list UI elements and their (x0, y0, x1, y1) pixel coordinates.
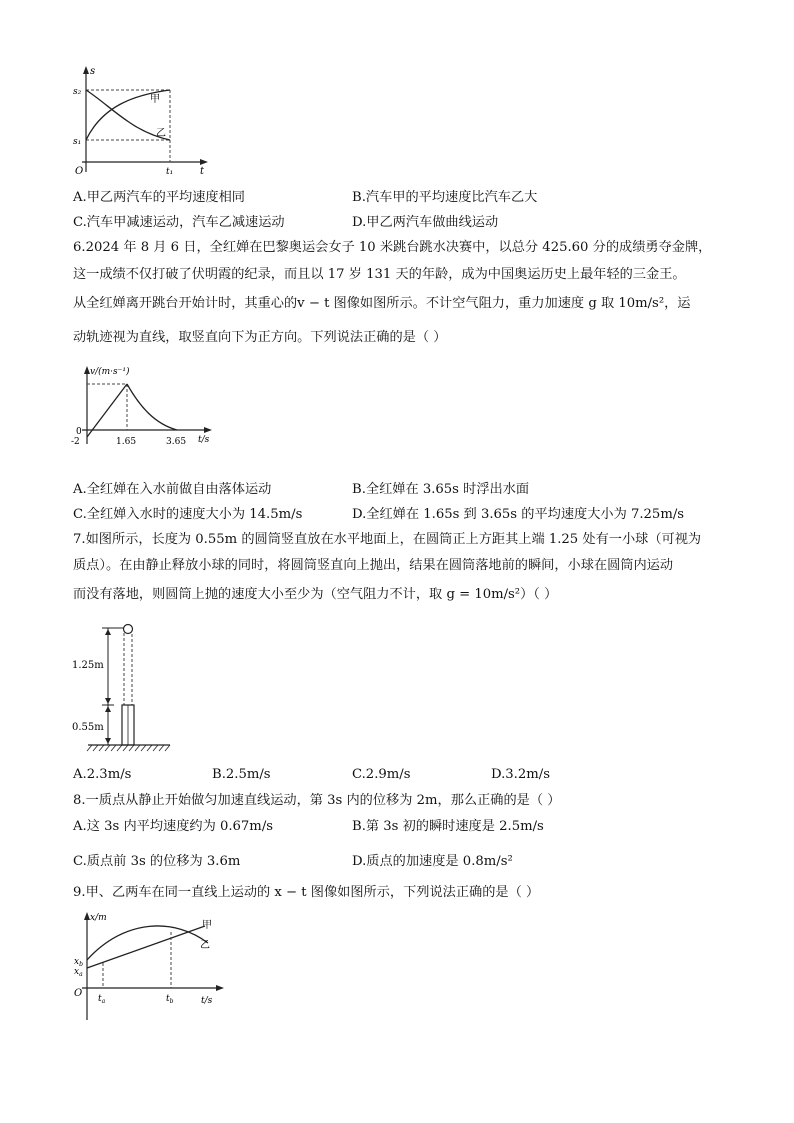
q5-option-c: C.汽车甲减速运动，汽车乙减速运动 (73, 215, 285, 230)
q7-option-c: C.2.9m/s (352, 767, 411, 782)
q5-option-d: D.甲乙两汽车做曲线运动 (352, 215, 499, 230)
q6-stem-line4: 动轨迹视为直线，取竖直向下为正方向。下列说法正确的是（ ） (73, 330, 447, 345)
jia-label: 甲 (150, 94, 160, 105)
q6-option-c: C.全红婵入水时的速度大小为 14.5m/s (73, 507, 303, 522)
y-label: s (90, 66, 96, 77)
vt-graph-figure (70, 362, 220, 474)
neg-label: -2 (71, 437, 80, 447)
yi-label: 乙 (156, 128, 166, 139)
tube-ball-figure (70, 620, 180, 755)
vt-line-rise (87, 384, 127, 437)
origin-label: O (75, 166, 84, 177)
ball (124, 625, 133, 634)
y-label: x/m (90, 913, 107, 923)
q7-option-b: B.2.5m/s (212, 767, 271, 782)
jia-label: 甲 (202, 920, 212, 931)
q7-option-a: A.2.3m/s (73, 767, 132, 782)
q6-option-b: B.全红婵在 3.65s 时浮出水面 (352, 482, 530, 497)
q7-stem-line1: 7.如图所示，长度为 0.55m 的圆筒竖直放在水平地面上，在圆筒正上方距其上端 1.25 处有一小球（可视为 (73, 532, 702, 547)
x-label: t (200, 166, 205, 177)
y-axis-arrow (83, 66, 89, 74)
x-axis-arrow (200, 159, 208, 165)
x-axis-arrow (216, 985, 224, 991)
q8-option-d: D.质点的加速度是 0.8m/s² (352, 854, 513, 869)
q6-stem-line1: 6.2024 年 8 月 6 日，全红婵在巴黎奥运会女子 10 米跳台跳水决赛中，以总分 425.60 分的成绩勇夺金牌， (73, 240, 712, 255)
q6-option-d: D.全红婵在 1.65s 到 3.65s 的平均速度大小为 7.25m/s (352, 507, 685, 522)
vt-curve-fall (127, 384, 177, 430)
origin-label: O (74, 988, 83, 999)
q5-option-a: A.甲乙两汽车的平均速度相同 (73, 190, 245, 205)
dim-arrow-4 (105, 738, 111, 744)
t165-label: 1.65 (116, 437, 137, 447)
yi-label: 乙 (200, 940, 210, 951)
q7-stem-line3: 而没有落地，则圆筒上抛的速度大小至少为（空气阻力不计，取 g = 10m/s²）（ ） (73, 587, 558, 602)
h2-label: 0.55m (72, 722, 104, 733)
origin-label: 0 (76, 427, 82, 437)
dim-arrow-2 (105, 698, 111, 704)
ground-hatch (87, 745, 170, 751)
st-graph-figure (72, 62, 212, 180)
q7-stem-line2: 质点）。在由静止释放小球的同时，将圆筒竖直向上抛出，结果在圆筒落地前的瞬间，小球在圆筒内运动 (73, 558, 674, 573)
t365-label: 3.65 (166, 437, 187, 447)
q7-option-d: D.3.2m/s (491, 767, 550, 782)
y-label: v/(m·s⁻¹) (90, 367, 130, 377)
q8-option-b: B.第 3s 初的瞬时速度是 2.5m/s (352, 819, 544, 834)
x-label: t/s (201, 996, 213, 1006)
tb-label: $t_b$ (166, 994, 174, 1005)
q6-stem-line3: 从全红婵离开跳台开始计时，其重心的v − t 图像如图所示。不计空气阻力，重力加速度 g 取 10m/s²，运 (73, 296, 691, 311)
dim-arrow-3 (105, 706, 111, 712)
q6-stem-line2: 这一成绩不仅打破了伏明霞的纪录，而且以 17 岁 131 天的年龄，成为中国奥运历史上最年轻的三金王。 (73, 267, 686, 282)
q8-option-c: C.质点前 3s 的位移为 3.6m (73, 854, 241, 869)
x-axis-arrow (204, 427, 212, 433)
s1-label: s₁ (73, 137, 82, 147)
xb-label: $x_b$ (74, 957, 83, 968)
dim-arrow-1 (105, 629, 111, 635)
q8-option-a: A.这 3s 内平均速度约为 0.67m/s (73, 819, 274, 834)
x-label: t/s (198, 435, 210, 445)
q5-option-b: B.汽车甲的平均速度比汽车乙大 (352, 190, 538, 205)
q8-stem: 8.一质点从静止开始做匀加速直线运动，第 3s 内的位移为 2m，那么正确的是（ ） (73, 793, 561, 808)
xt-graph-figure (70, 908, 230, 1026)
t1-label: t₁ (166, 167, 174, 177)
xa-label: $x_a$ (74, 967, 83, 978)
q9-stem: 9.甲、乙两车在同一直线上运动的 x − t 图像如图所示，下列说法正确的是（ ） (73, 885, 540, 900)
q6-option-a: A.全红婵在入水前做自由落体运动 (73, 482, 272, 497)
s2-label: s₂ (73, 87, 82, 97)
h1-label: 1.25m (72, 660, 104, 671)
ta-label: $t_a$ (98, 994, 106, 1005)
line-jia (87, 926, 205, 968)
